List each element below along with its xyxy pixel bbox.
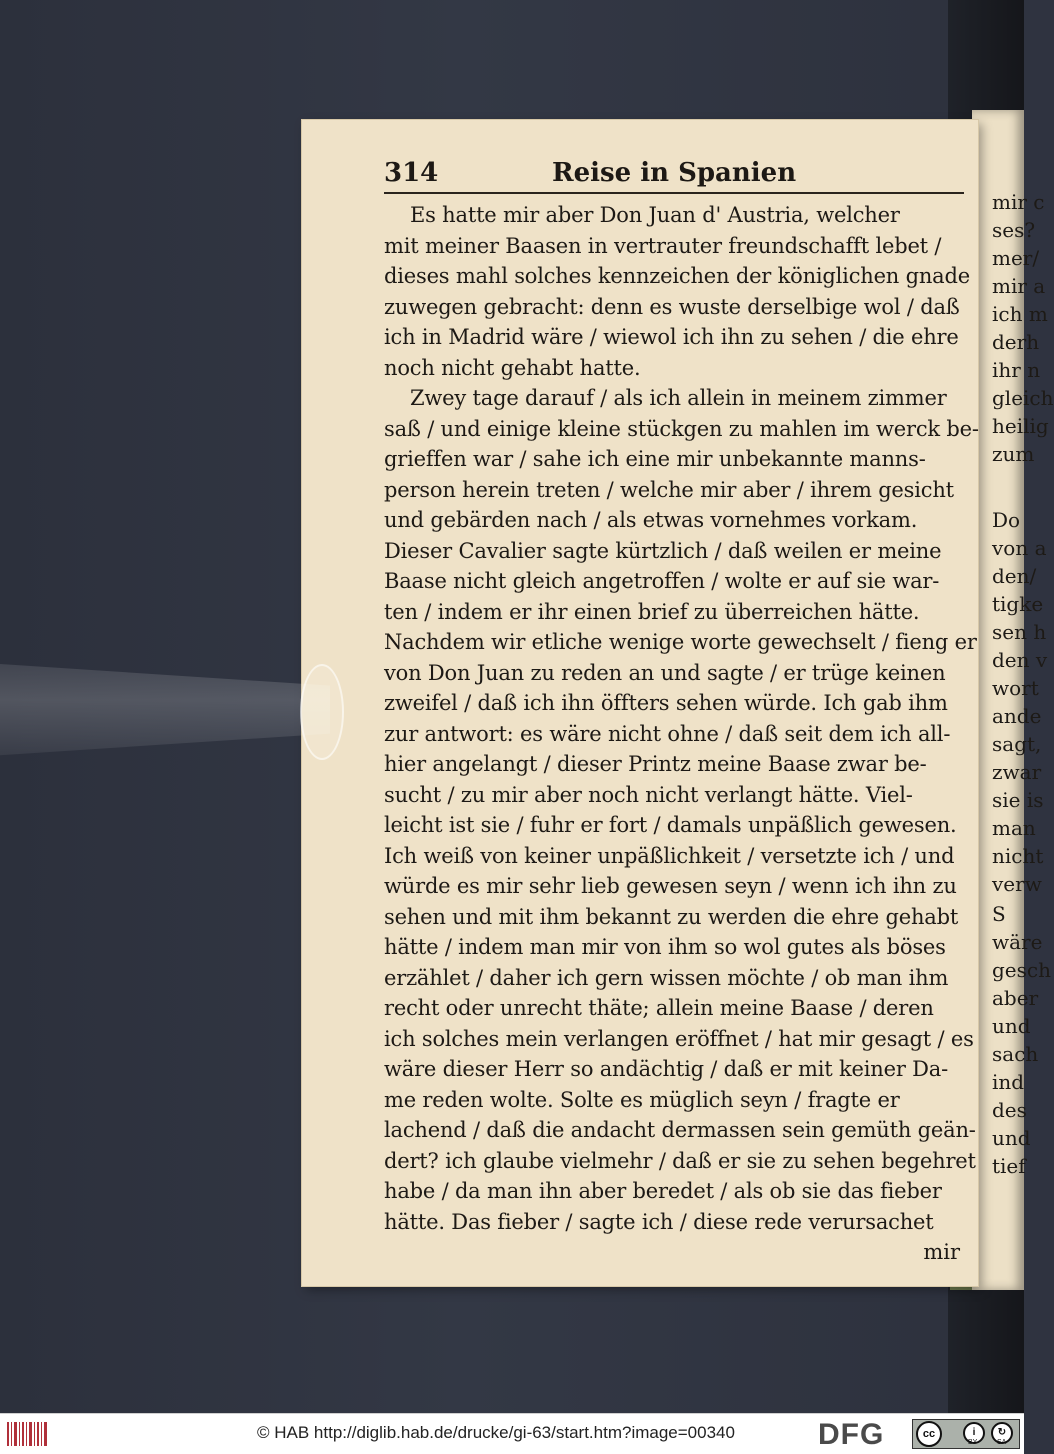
text-line: zweifel / daß ich ihn öffters sehen würde. Ich gab ihm <box>384 691 948 715</box>
facing-page-fragment: mer/ <box>992 246 1040 270</box>
text-line: zur antwort: es wäre nicht ohne / daß seit dem ich all- <box>384 721 951 746</box>
facing-page-fragment: nicht <box>992 844 1044 868</box>
book-page <box>302 120 978 1286</box>
text-line: hätte / indem man mir von ihm so wol gutes als böses <box>384 935 946 959</box>
barcode-icon <box>6 1420 48 1448</box>
catchword: mir <box>923 1240 960 1264</box>
text-line: me reden wolte. Solte es müglich seyn / fragte er <box>384 1087 900 1112</box>
page-header <box>384 158 964 194</box>
facing-page-fragment: man <box>992 816 1036 840</box>
text-line: habe / da man ihn aber beredet / als ob sie das fieber <box>384 1179 942 1203</box>
running-title: Reise in Spanien <box>552 158 797 188</box>
viewer-footer <box>0 1413 1024 1454</box>
facing-page-fragment: ses? <box>992 218 1036 242</box>
text-line: erzählet / daher ich gern wissen möchte / ob man ihm <box>384 965 949 990</box>
facing-page-fragment: ande <box>992 704 1042 728</box>
sa-icon: ↻ <box>991 1422 1013 1444</box>
sa-label: SA <box>997 1439 1007 1446</box>
text-line: lachend / daß die andacht dermassen sein gemüth geän- <box>384 1118 976 1142</box>
text-line: recht oder unrecht thäte; allein meine Baase / deren <box>384 996 934 1020</box>
facing-page-fragment: zum <box>992 442 1035 466</box>
page-number: 314 <box>384 158 439 188</box>
facing-page-fragment: verw <box>992 872 1042 896</box>
cc-icon: cc <box>916 1421 942 1447</box>
text-line: dieses mahl solches kennzeichen der königlichen gnade <box>384 264 970 288</box>
facing-page-fragment: heilig <box>992 414 1049 438</box>
facing-page-fragment: ihr n <box>992 358 1041 382</box>
facing-page-fragment: sach <box>992 1042 1039 1066</box>
facing-page-fragment: derh <box>992 330 1040 354</box>
text-line: mit meiner Baasen in vertrauter freundschafft lebet / <box>384 233 942 258</box>
text-line: zuwegen gebracht: denn es wuste derselbige wol / daß <box>384 294 960 319</box>
text-line: würde es mir sehr lieb gewesen seyn / wenn ich ihn zu <box>384 874 957 898</box>
text-line: ich in Madrid wäre / wiewol ich ihn zu sehen / die ehre <box>384 325 959 349</box>
glass-clamp-edge <box>300 664 344 760</box>
text-line: von Don Juan zu reden an und sagte / er trüge keinen <box>384 660 946 685</box>
text-line: ich solches mein verlangen eröffnet / hat mir gesagt / es <box>384 1026 974 1051</box>
text-line: saß / und einige kleine stückgen zu mahlen im werck be- <box>384 416 979 441</box>
body-text <box>384 200 979 1237</box>
facing-page-fragment: von a <box>992 536 1047 560</box>
text-line: leicht ist sie / fuhr er fort / damals unpäßlich gewesen. <box>384 813 957 837</box>
text-line: Es hatte mir aber Don Juan d' Austria, welcher <box>410 203 900 227</box>
facing-page-fragment: gesch <box>992 958 1051 982</box>
facing-page-fragment: den v <box>992 648 1048 672</box>
text-line: sucht / zu mir aber noch nicht verlangt hätte. Viel- <box>384 782 913 807</box>
text-line: grieffen war / sahe ich eine mir unbekannte manns- <box>384 447 926 471</box>
facing-page-fragment: und <box>992 1014 1031 1038</box>
text-line: Zwey tage darauf / als ich allein in meinem zimmer <box>410 386 947 410</box>
facing-page-fragment: mir c <box>992 190 1045 214</box>
facing-page-fragment: gleich <box>992 386 1054 410</box>
facing-page-fragment: aber <box>992 986 1039 1010</box>
copyright-link[interactable]: © HAB http://diglib.hab.de/drucke/gi-63/start.htm?image=00340 <box>257 1423 735 1442</box>
text-line: Ich weiß von keiner unpäßlichkeit / versetzte ich / und <box>384 843 955 868</box>
facing-page-fragment: S <box>992 902 1006 926</box>
facing-page-fragment: ind <box>992 1070 1025 1094</box>
facing-page-fragment: mir a <box>992 274 1046 298</box>
facing-page-fragment: tief <box>992 1154 1026 1178</box>
by-icon: i <box>963 1422 985 1444</box>
facing-page-fragment: ich m <box>992 302 1048 326</box>
facing-page-fragment: wort <box>992 676 1039 700</box>
by-label: BY <box>968 1439 978 1446</box>
facing-page-fragment: sagt, <box>992 732 1042 756</box>
text-line: Dieser Cavalier sagte kürtzlich / daß weilen er meine <box>384 538 942 563</box>
facing-page-fragment: sie is <box>992 788 1044 812</box>
text-line: Baase nicht gleich angetroffen / wolte er auf sie war- <box>384 569 940 593</box>
text-line: noch nicht gehabt hatte. <box>384 355 641 380</box>
text-line: person herein treten / welche mir aber / ihrem gesicht <box>384 477 954 502</box>
text-line: ten / indem er ihr einen brief zu überreichen hätte. <box>384 599 920 624</box>
page-content <box>384 158 979 1267</box>
text-line: und gebärden nach / als etwas vornehmes vorkam. <box>384 508 918 532</box>
facing-page-fragment: und <box>992 1126 1031 1150</box>
text-line: Nachdem wir etliche wenige worte gewechselt / fieng er <box>384 630 977 654</box>
facing-page-fragment: tigke <box>992 592 1044 616</box>
text-line: dert? ich glaube vielmehr / daß er sie zu sehen begehret <box>384 1148 976 1173</box>
cc-license-badge[interactable] <box>912 1419 1020 1449</box>
facing-page-fragment: wäre <box>992 930 1043 954</box>
facing-page-edge <box>972 110 1054 1290</box>
text-line: wäre dieser Herr so andächtig / daß er mit keiner Da- <box>384 1057 948 1081</box>
dfg-logo: DFG <box>818 1418 885 1451</box>
text-line: sehen und mit ihm bekannt zu werden die ehre gehabt <box>384 904 959 929</box>
text-line: hier angelangt / dieser Printz meine Baase zwar be- <box>384 752 927 776</box>
facing-page-fragment: des <box>992 1098 1027 1122</box>
facing-page-fragment: den/ <box>992 564 1037 588</box>
text-line: hätte. Das fieber / sagte ich / diese rede verursachet <box>384 1209 934 1234</box>
facing-page-fragment: zwar <box>992 760 1042 784</box>
facing-page-fragment: Do <box>992 508 1021 532</box>
facing-page-fragment: sen h <box>992 620 1047 644</box>
